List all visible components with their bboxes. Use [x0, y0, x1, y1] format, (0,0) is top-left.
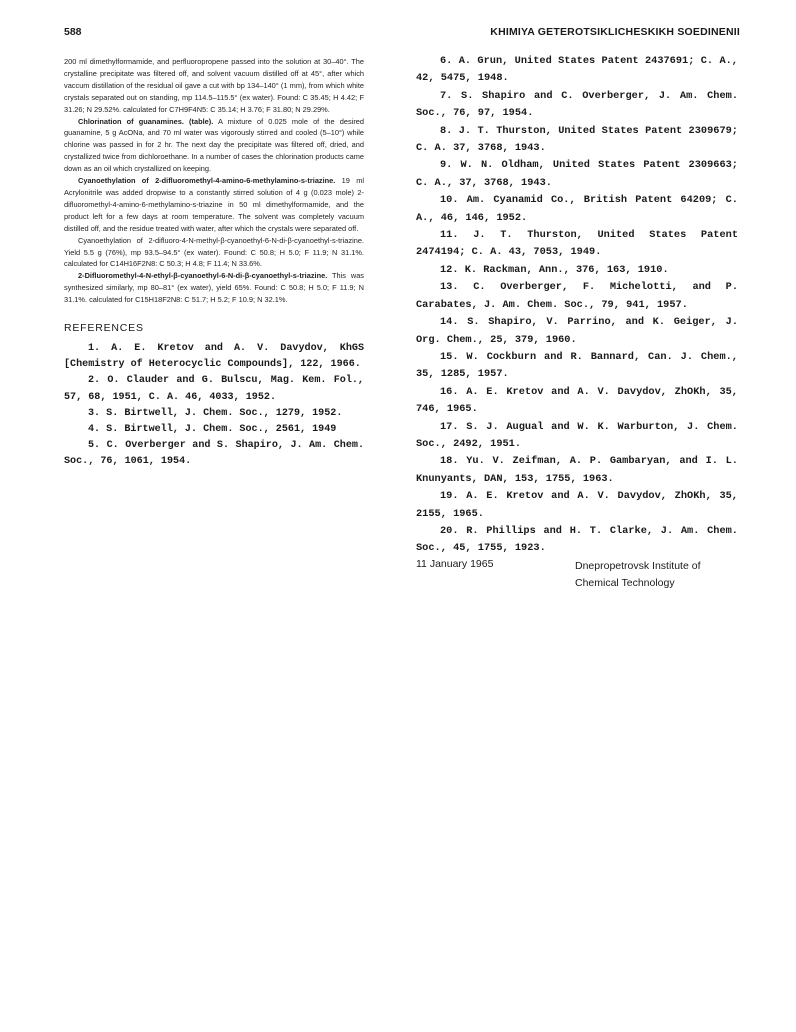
reference-item: 13. C. Overberger, F. Michelotti, and P. Carabates, J. Am. Chem. Soc., 79, 941, 1957. — [416, 281, 738, 311]
page-number: 588 — [64, 26, 82, 38]
references-list-left — [64, 341, 364, 471]
reference-item: 12. K. Rackman, Ann., 376, 163, 1910. — [440, 263, 669, 276]
reference-item: 11. J. T. Thurston, United States Patent 2474194; C. A. 43, 7053, 1949. — [416, 229, 738, 259]
right-column — [416, 53, 738, 558]
reference-item: 16. A. E. Kretov and A. V. Davydov, ZhOKh, 35, 746, 1965. — [416, 385, 738, 416]
paragraph-heading: 2-Difluoromethyl-4-N-ethyl-β-cyanoethyl-6-N-di-β-cyanoethyl-s-triazine. — [78, 271, 328, 281]
experimental-text — [64, 56, 364, 306]
paragraph-cyanoethylation-difluoro: Cyanoethylation of 2-difluoro-4-N-methyl-β-cyanoethyl-6-N-di-β-cyanoethyl-s-triazine. Yield 5.5 g (76%), mp 93.5–94.5° (ex water). Found: C 50.8; H 5.0; F 11.9; N 31.1%. calculated for C14H16F2N8: C 50.3; H 4.8; F 11.4; N 33.6%. — [64, 235, 364, 269]
reference-item: 2. O. Clauder and G. Bulscu, Mag. Kem. Fol., 57, 68, 1951, C. A. 46, 4033, 1952. — [64, 375, 364, 403]
references-list-right — [416, 53, 738, 558]
references-heading: REFERENCES — [64, 322, 144, 335]
institute-line: Chemical Technology — [575, 577, 675, 589]
reference-item: 8. J. T. Thurston, United States Patent 2309679; C. A. 37, 3768, 1943. — [416, 124, 738, 155]
institute-affiliation — [575, 558, 700, 592]
paragraph-body: 19 ml Acrylonitrile was added dropwise to a constantly stirred solution of 4 g (0.023 mole) 2-difluoromethyl-4-amino-6-methylamino-s-triazine in 50 ml dimethylformamide, and the product left for a few days at room temperature. The solvent was completely vacuum distilled off, and the residue treated with water, after which the crystals were separated off. — [64, 176, 364, 233]
reference-item: 3. S. Birtwell, J. Chem. Soc., 1279, 1952. — [88, 407, 343, 419]
reference-item: 14. S. Shapiro, V. Parrino, and K. Geiger, J. Org. Chem., 25, 379, 1960. — [416, 316, 738, 346]
reference-item: 20. R. Phillips and H. T. Clarke, J. Am. Chem. Soc., 45, 1755, 1923. — [416, 524, 738, 555]
reference-item: 9. W. N. Oldham, United States Patent 2309663; C. A., 37, 3768, 1943. — [416, 159, 738, 189]
paragraph-chlorination — [64, 116, 364, 176]
reference-item: 4. S. Birtwell, J. Chem. Soc., 2561, 1949 — [88, 424, 337, 436]
page-header — [64, 26, 740, 42]
reference-item: 6. A. Grun, United States Patent 2437691; C. A., 42, 5475, 1948. — [416, 55, 738, 85]
reference-item: 18. Yu. V. Zeifman, A. P. Gambaryan, and I. L. Knunyants, DAN, 153, 1755, 1963. — [416, 455, 738, 485]
paragraph-heading: Chlorination of guanamines. (table). — [78, 116, 214, 126]
reference-item: 5. C. Overberger and S. Shapiro, J. Am. Chem. Soc., 76, 1061, 1954. — [64, 440, 364, 468]
reference-item: 7. S. Shapiro and C. Overberger, J. Am. Chem. Soc., 76, 97, 1954. — [416, 89, 738, 120]
reference-item: 19. A. E. Kretov and A. V. Davydov, ZhOKh, 35, 2155, 1965. — [416, 490, 738, 520]
reference-item: 1. A. E. Kretov and A. V. Davydov, KhGS [Chemistry of Heterocyclic Compounds], 122, 1966. — [64, 343, 364, 371]
journal-title: KHIMIYA GETEROTSIKLICHESKIKH SOEDINENII — [490, 26, 740, 38]
received-date: 11 January 1965 — [416, 558, 494, 570]
left-column — [64, 56, 364, 471]
paragraph-body: This was synthesized similarly, mp 80–81° (ex water), yield 65%. Found: C 50.8; H 5.0; F 11.9; N 31.1%. calculated for C15H18F2N8: C 51.7; H 5.2; F 10.9; N 32.1%. — [64, 271, 364, 305]
paragraph-body: A mixture of 0.025 mole of the desired guanamine, 5 g AcONa, and 70 ml water was vigorously stirred and cooled (5–10°) while chlorine was passed in for 2 hr. The next day the precipitate was filtered off, dried, and crystallized twice from dichloroethane. In a number of cases the chlorination products came down as an oil which crystallized on keeping. — [64, 116, 364, 174]
paragraph-heading: Cyanoethylation of 2-difluoromethyl-4-amino-6-methylamino-s-triazine. — [78, 176, 336, 186]
paragraph-ethyl-triazine — [64, 270, 364, 306]
institute-line: Dnepropetrovsk Institute of — [575, 560, 701, 572]
reference-item: 10. Am. Cyanamid Co., British Patent 64209; C. A., 46, 146, 1952. — [416, 194, 738, 224]
reference-item: 17. S. J. Augual and W. K. Warburton, J. Chem. Soc., 2492, 1951. — [416, 420, 738, 450]
paragraph-cyanoethylation — [64, 175, 364, 235]
paragraph-perfluoropropene: 200 ml dimethylformamide, and perfluoropropene passed into the solution at 30–40°. The crystalline precipitate was filtered off, and solvent vacuum distilled off at 45°, after which vaccum distillation of the residual oil gave a cut with bp 134–140° (1 mm), from which white crystals separated out on standing, mp 114.5–115.5° (ex water). Found: C 35.45; H 4.42; F 31.26; N 29.52%. calculated for C7H9F4N5: C 35.14; H 3.76; F 31.80; N 29.29%. — [64, 57, 364, 114]
reference-item: 15. W. Cockburn and R. Bannard, Can. J. Chem., 35, 1285, 1957. — [416, 350, 738, 381]
